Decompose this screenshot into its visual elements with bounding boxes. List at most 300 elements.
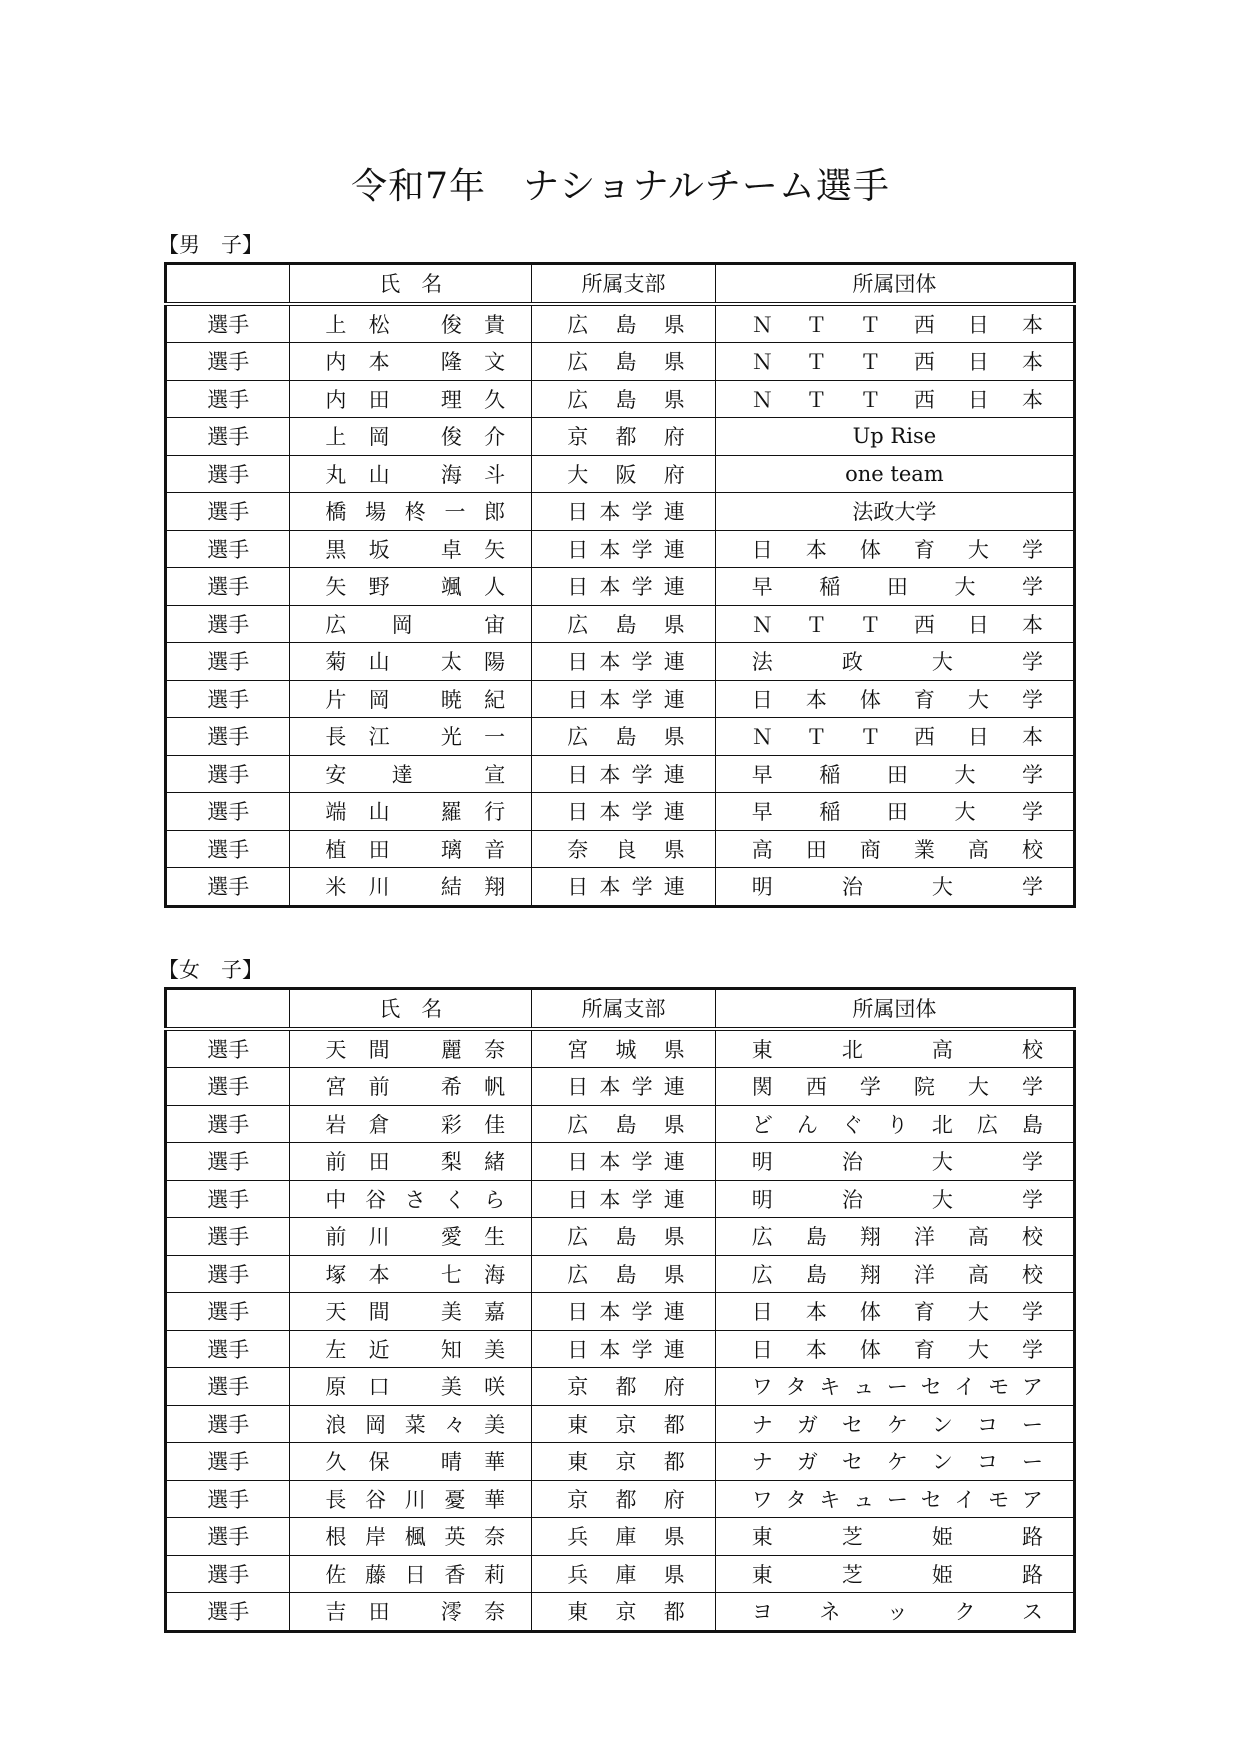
role-cell: [166, 643, 290, 681]
org-cell: [715, 1143, 1074, 1181]
org-cell: [715, 793, 1074, 831]
role-cell: [166, 1368, 290, 1406]
table-row: [166, 718, 1075, 756]
table-row: [166, 1180, 1075, 1218]
org-cell-text: 広 島 翔 洋 高 校: [751, 1262, 1043, 1287]
player-name-cell: [290, 1143, 532, 1181]
role-cell-text: 選手: [207, 312, 250, 337]
org-cell-text: 高 田 商 業 高 校: [751, 837, 1043, 862]
role-cell-text: 選手: [207, 1112, 250, 1137]
branch-cell: [532, 1143, 716, 1181]
org-cell: [715, 343, 1074, 381]
org-cell: [715, 1555, 1074, 1593]
role-cell-text: 選手: [207, 1262, 250, 1287]
role-cell: [166, 605, 290, 643]
org-cell: [715, 643, 1074, 681]
player-name-cell: [290, 1480, 532, 1518]
branch-cell-text: 広 島 県: [567, 350, 685, 375]
branch-cell-text: 東 京 都: [567, 1450, 685, 1475]
branch-cell-text: 大 阪 府: [567, 462, 685, 487]
player-name-cell: [290, 568, 532, 606]
men-section-label: 【男 子】: [158, 233, 263, 257]
org-cell: [715, 830, 1074, 868]
branch-cell: [532, 1368, 716, 1406]
table-row: [166, 1029, 1075, 1068]
branch-cell: [532, 1105, 716, 1143]
player-name-cell-text: 天 間 麗 奈: [325, 1037, 506, 1062]
branch-cell-text: 京 都 府: [567, 425, 685, 450]
branch-cell-text: 日 本 学 連: [567, 875, 685, 900]
org-cell: [715, 680, 1074, 718]
role-cell: [166, 343, 290, 381]
player-name-cell: [290, 830, 532, 868]
branch-cell: [532, 643, 716, 681]
player-name-cell-text: 上 岡 俊 介: [325, 425, 506, 450]
org-cell-text: 明 治 大 学: [751, 875, 1043, 900]
role-cell-text: 選手: [207, 1337, 250, 1362]
player-name-cell-text: 内 田 理 久: [325, 387, 506, 412]
role-cell: [166, 1555, 290, 1593]
men-roster-table: [164, 262, 1076, 908]
role-cell-text: 選手: [207, 500, 250, 525]
role-cell: [166, 1105, 290, 1143]
branch-cell: [532, 530, 716, 568]
branch-cell-text: 広 島 県: [567, 612, 685, 637]
header-role: [166, 989, 290, 1029]
table-row: [166, 1255, 1075, 1293]
branch-cell-text: 兵 庫 県: [567, 1562, 685, 1587]
org-cell-text: 東 芝 姫 路: [751, 1562, 1043, 1587]
org-cell-text: 関 西 学 院 大 学: [751, 1075, 1043, 1100]
org-cell-text: ワ タ キ ュ ー セ イ モ ア: [751, 1375, 1043, 1400]
player-name-cell-text: 前 田 梨 緒: [325, 1150, 506, 1175]
player-name-cell: [290, 1593, 532, 1632]
org-cell: [715, 1405, 1074, 1443]
player-name-cell-text: 浪 岡 菜 々 美: [325, 1412, 506, 1437]
branch-cell-text: 広 島 県: [567, 312, 685, 337]
org-cell: [715, 605, 1074, 643]
player-name-cell: [290, 1330, 532, 1368]
player-name-cell-text: 吉 田 澪 奈: [325, 1600, 506, 1625]
role-cell-text: 選手: [207, 612, 250, 637]
role-cell: [166, 304, 290, 343]
branch-cell: [532, 1029, 716, 1068]
player-name-cell-text: 黒 坂 卓 矢: [325, 537, 506, 562]
role-cell-text: 選手: [207, 837, 250, 862]
player-name-cell: [290, 530, 532, 568]
org-cell: [715, 1029, 1074, 1068]
player-name-cell-text: 上 松 俊 貴: [325, 312, 506, 337]
player-name-cell: [290, 718, 532, 756]
table-row: [166, 380, 1075, 418]
role-cell-text: 選手: [207, 462, 250, 487]
role-cell: [166, 793, 290, 831]
role-cell-text: 選手: [207, 1562, 250, 1587]
role-cell-text: 選手: [207, 1150, 250, 1175]
branch-cell: [532, 1068, 716, 1106]
table-row: [166, 418, 1075, 456]
org-cell-text: Ｎ Ｔ Ｔ 西 日 本: [751, 725, 1043, 750]
role-cell: [166, 530, 290, 568]
branch-cell: [532, 1443, 716, 1481]
role-cell-text: 選手: [207, 687, 250, 712]
table-row: [166, 304, 1075, 343]
player-name-cell: [290, 380, 532, 418]
org-cell: [715, 455, 1074, 493]
branch-cell-text: 日 本 学 連: [567, 650, 685, 675]
role-cell: [166, 718, 290, 756]
role-cell-text: 選手: [207, 1187, 250, 1212]
branch-cell-text: 日 本 学 連: [567, 1187, 685, 1212]
role-cell-text: 選手: [207, 762, 250, 787]
role-cell: [166, 493, 290, 531]
player-name-cell-text: 広 岡 宙: [325, 612, 506, 637]
org-cell-text: 明 治 大 学: [751, 1187, 1043, 1212]
table-row: [166, 1405, 1075, 1443]
role-cell: [166, 1068, 290, 1106]
org-cell: [715, 380, 1074, 418]
table-row: [166, 643, 1075, 681]
org-cell-text: Ｎ Ｔ Ｔ 西 日 本: [751, 312, 1043, 337]
org-cell: [715, 1480, 1074, 1518]
player-name-cell-text: 佐 藤 日 香 莉: [325, 1562, 506, 1587]
table-row: [166, 1068, 1075, 1106]
role-cell-text: 選手: [207, 800, 250, 825]
org-cell-text: ど ん ぐ り 北 広 島: [751, 1112, 1043, 1137]
player-name-cell: [290, 304, 532, 343]
org-cell: [715, 1255, 1074, 1293]
player-name-cell: [290, 1518, 532, 1556]
role-cell-text: 選手: [207, 350, 250, 375]
table-row: [166, 1293, 1075, 1331]
player-name-cell: [290, 755, 532, 793]
table-row: [166, 1480, 1075, 1518]
branch-cell-text: 日 本 学 連: [567, 1150, 685, 1175]
table-row: [166, 605, 1075, 643]
org-cell: [715, 1105, 1074, 1143]
table-row: [166, 680, 1075, 718]
table-row: [166, 1330, 1075, 1368]
player-name-cell-text: 植 田 璃 音: [325, 837, 506, 862]
branch-cell: [532, 304, 716, 343]
role-cell: [166, 1480, 290, 1518]
branch-cell: [532, 1218, 716, 1256]
role-cell-text: 選手: [207, 575, 250, 600]
table-row: [166, 793, 1075, 831]
role-cell-text: 選手: [207, 1600, 250, 1625]
player-name-cell: [290, 1105, 532, 1143]
player-name-cell: [290, 418, 532, 456]
player-name-cell: [290, 493, 532, 531]
women-roster-table: [164, 987, 1076, 1633]
org-cell-text: ナ ガ セ ケ ン コ ー: [751, 1412, 1043, 1437]
branch-cell: [532, 1255, 716, 1293]
player-name-cell-text: 長 谷 川 憂 華: [325, 1487, 506, 1512]
player-name-cell: [290, 455, 532, 493]
org-cell-text: ワ タ キ ュ ー セ イ モ ア: [751, 1487, 1043, 1512]
role-cell: [166, 868, 290, 907]
player-name-cell: [290, 1443, 532, 1481]
header-branch: 所属支部: [532, 989, 716, 1029]
org-cell-text: 広 島 翔 洋 高 校: [751, 1225, 1043, 1250]
branch-cell: [532, 718, 716, 756]
org-cell-text: 東 芝 姫 路: [751, 1525, 1043, 1550]
role-cell: [166, 455, 290, 493]
branch-cell-text: 広 島 県: [567, 1112, 685, 1137]
org-cell: [715, 755, 1074, 793]
women-section-label: 【女 子】: [158, 958, 263, 982]
role-cell-text: 選手: [207, 1075, 250, 1100]
player-name-cell-text: 前 川 愛 生: [325, 1225, 506, 1250]
branch-cell-text: 広 島 県: [567, 1225, 685, 1250]
org-cell-text: 東 北 高 校: [751, 1037, 1043, 1062]
branch-cell: [532, 868, 716, 907]
player-name-cell: [290, 1255, 532, 1293]
table-row: [166, 1518, 1075, 1556]
branch-cell-text: 日 本 学 連: [567, 1337, 685, 1362]
header-name: 氏 名: [290, 264, 532, 304]
player-name-cell-text: 安 達 宣: [325, 762, 506, 787]
branch-cell-text: 東 京 都: [567, 1600, 685, 1625]
branch-cell: [532, 755, 716, 793]
table-row: [166, 868, 1075, 907]
branch-cell-text: 宮 城 県: [567, 1037, 685, 1062]
org-cell-text: Ｎ Ｔ Ｔ 西 日 本: [751, 350, 1043, 375]
role-cell: [166, 1405, 290, 1443]
player-name-cell: [290, 1029, 532, 1068]
org-cell: [715, 1068, 1074, 1106]
table-row: [166, 455, 1075, 493]
table-row: [166, 1443, 1075, 1481]
branch-cell-text: 京 都 府: [567, 1375, 685, 1400]
role-cell: [166, 830, 290, 868]
org-cell: [715, 1180, 1074, 1218]
branch-cell: [532, 455, 716, 493]
player-name-cell: [290, 680, 532, 718]
role-cell: [166, 1293, 290, 1331]
role-cell-text: 選手: [207, 650, 250, 675]
player-name-cell-text: 原 口 美 咲: [325, 1375, 506, 1400]
org-cell-text: ヨ ネ ッ ク ス: [751, 1600, 1043, 1625]
org-cell-text: 日 本 体 育 大 学: [751, 537, 1043, 562]
branch-cell: [532, 1518, 716, 1556]
org-cell-text: Up Rise: [852, 424, 937, 449]
branch-cell-text: 日 本 学 連: [567, 1300, 685, 1325]
org-cell-text: 法 政 大 学: [751, 650, 1043, 675]
player-name-cell-text: 内 本 隆 文: [325, 350, 506, 375]
player-name-cell-text: 橋 場 柊 一 郎: [325, 500, 506, 525]
org-cell: [715, 304, 1074, 343]
player-name-cell-text: 左 近 知 美: [325, 1337, 506, 1362]
table-row: [166, 1143, 1075, 1181]
player-name-cell: [290, 1180, 532, 1218]
branch-cell-text: 日 本 学 連: [567, 687, 685, 712]
org-cell-text: 早 稲 田 大 学: [751, 575, 1043, 600]
role-cell-text: 選手: [207, 537, 250, 562]
role-cell-text: 選手: [207, 1375, 250, 1400]
header-name: 氏 名: [290, 989, 532, 1029]
branch-cell: [532, 493, 716, 531]
player-name-cell: [290, 643, 532, 681]
player-name-cell-text: 米 川 結 翔: [325, 875, 506, 900]
branch-cell-text: 奈 良 県: [567, 837, 685, 862]
role-cell-text: 選手: [207, 725, 250, 750]
branch-cell: [532, 1330, 716, 1368]
player-name-cell-text: 端 山 羅 行: [325, 800, 506, 825]
role-cell-text: 選手: [207, 1037, 250, 1062]
org-cell-text: one team: [845, 461, 944, 486]
org-cell: [715, 718, 1074, 756]
org-cell: [715, 1368, 1074, 1406]
role-cell: [166, 568, 290, 606]
branch-cell: [532, 680, 716, 718]
branch-cell-text: 広 島 県: [567, 1262, 685, 1287]
branch-cell-text: 広 島 県: [567, 725, 685, 750]
header-org: 所属団体: [715, 989, 1074, 1029]
branch-cell-text: 東 京 都: [567, 1412, 685, 1437]
player-name-cell-text: 丸 山 海 斗: [325, 462, 506, 487]
org-cell-text: 明 治 大 学: [751, 1150, 1043, 1175]
header-role: [166, 264, 290, 304]
role-cell-text: 選手: [207, 425, 250, 450]
player-name-cell: [290, 1555, 532, 1593]
role-cell-text: 選手: [207, 1450, 250, 1475]
header-row: [166, 989, 1075, 1029]
table-row: [166, 568, 1075, 606]
branch-cell-text: 日 本 学 連: [567, 575, 685, 600]
branch-cell: [532, 343, 716, 381]
player-name-cell: [290, 1218, 532, 1256]
branch-cell-text: 日 本 学 連: [567, 800, 685, 825]
player-name-cell-text: 片 岡 暁 紀: [325, 687, 506, 712]
branch-cell-text: 兵 庫 県: [567, 1525, 685, 1550]
role-cell: [166, 1593, 290, 1632]
player-name-cell: [290, 1368, 532, 1406]
role-cell: [166, 380, 290, 418]
player-name-cell-text: 久 保 晴 華: [325, 1450, 506, 1475]
table-row: [166, 830, 1075, 868]
org-cell: [715, 418, 1074, 456]
org-cell: [715, 1518, 1074, 1556]
role-cell: [166, 1143, 290, 1181]
branch-cell-text: 京 都 府: [567, 1487, 685, 1512]
player-name-cell-text: 天 間 美 嘉: [325, 1300, 506, 1325]
player-name-cell: [290, 605, 532, 643]
role-cell: [166, 680, 290, 718]
branch-cell: [532, 605, 716, 643]
table-row: [166, 493, 1075, 531]
org-cell: [715, 1293, 1074, 1331]
org-cell: [715, 1218, 1074, 1256]
player-name-cell: [290, 1293, 532, 1331]
branch-cell: [532, 830, 716, 868]
org-cell-text: ナ ガ セ ケ ン コ ー: [751, 1450, 1043, 1475]
org-cell-text: Ｎ Ｔ Ｔ 西 日 本: [751, 387, 1043, 412]
player-name-cell: [290, 1405, 532, 1443]
branch-cell: [532, 1593, 716, 1632]
org-cell-text: Ｎ Ｔ Ｔ 西 日 本: [751, 612, 1043, 637]
player-name-cell: [290, 343, 532, 381]
table-row: [166, 1593, 1075, 1632]
org-cell: [715, 530, 1074, 568]
page-title: 令和7年 ナショナルチーム選手: [351, 166, 890, 207]
role-cell: [166, 1443, 290, 1481]
header-branch: 所属支部: [532, 264, 716, 304]
player-name-cell: [290, 793, 532, 831]
player-name-cell-text: 宮 前 希 帆: [325, 1075, 506, 1100]
branch-cell: [532, 1480, 716, 1518]
branch-cell-text: 日 本 学 連: [567, 537, 685, 562]
role-cell: [166, 1218, 290, 1256]
branch-cell: [532, 1180, 716, 1218]
org-cell-text: 日 本 体 育 大 学: [751, 1337, 1043, 1362]
branch-cell: [532, 380, 716, 418]
role-cell: [166, 418, 290, 456]
role-cell-text: 選手: [207, 1225, 250, 1250]
branch-cell-text: 広 島 県: [567, 387, 685, 412]
role-cell-text: 選手: [207, 875, 250, 900]
org-cell: [715, 1330, 1074, 1368]
org-cell-text: 早 稲 田 大 学: [751, 800, 1043, 825]
table-row: [166, 1218, 1075, 1256]
player-name-cell-text: 中 谷 さ く ら: [325, 1187, 506, 1212]
role-cell-text: 選手: [207, 1412, 250, 1437]
table-row: [166, 1368, 1075, 1406]
table-row: [166, 530, 1075, 568]
role-cell: [166, 1330, 290, 1368]
player-name-cell-text: 岩 倉 彩 佳: [325, 1112, 506, 1137]
org-cell: [715, 568, 1074, 606]
header-org: 所属団体: [715, 264, 1074, 304]
table-row: [166, 1105, 1075, 1143]
player-name-cell-text: 菊 山 太 陽: [325, 650, 506, 675]
player-name-cell: [290, 1068, 532, 1106]
player-name-cell: [290, 868, 532, 907]
org-cell-text: 法政大学: [852, 500, 937, 525]
branch-cell: [532, 418, 716, 456]
role-cell: [166, 1029, 290, 1068]
role-cell: [166, 1180, 290, 1218]
role-cell: [166, 1255, 290, 1293]
role-cell: [166, 1518, 290, 1556]
org-cell: [715, 868, 1074, 907]
org-cell: [715, 1593, 1074, 1632]
role-cell-text: 選手: [207, 1487, 250, 1512]
branch-cell-text: 日 本 学 連: [567, 500, 685, 525]
org-cell: [715, 493, 1074, 531]
branch-cell: [532, 1405, 716, 1443]
role-cell-text: 選手: [207, 1525, 250, 1550]
org-cell-text: 早 稲 田 大 学: [751, 762, 1043, 787]
player-name-cell-text: 矢 野 颯 人: [325, 575, 506, 600]
table-row: [166, 343, 1075, 381]
role-cell-text: 選手: [207, 387, 250, 412]
branch-cell: [532, 793, 716, 831]
player-name-cell-text: 根 岸 楓 英 奈: [325, 1525, 506, 1550]
header-row: [166, 264, 1075, 304]
table-row: [166, 755, 1075, 793]
org-cell-text: 日 本 体 育 大 学: [751, 687, 1043, 712]
branch-cell-text: 日 本 学 連: [567, 1075, 685, 1100]
player-name-cell-text: 塚 本 七 海: [325, 1262, 506, 1287]
branch-cell-text: 日 本 学 連: [567, 762, 685, 787]
branch-cell: [532, 1555, 716, 1593]
branch-cell: [532, 1293, 716, 1331]
branch-cell: [532, 568, 716, 606]
role-cell: [166, 755, 290, 793]
role-cell-text: 選手: [207, 1300, 250, 1325]
org-cell: [715, 1443, 1074, 1481]
